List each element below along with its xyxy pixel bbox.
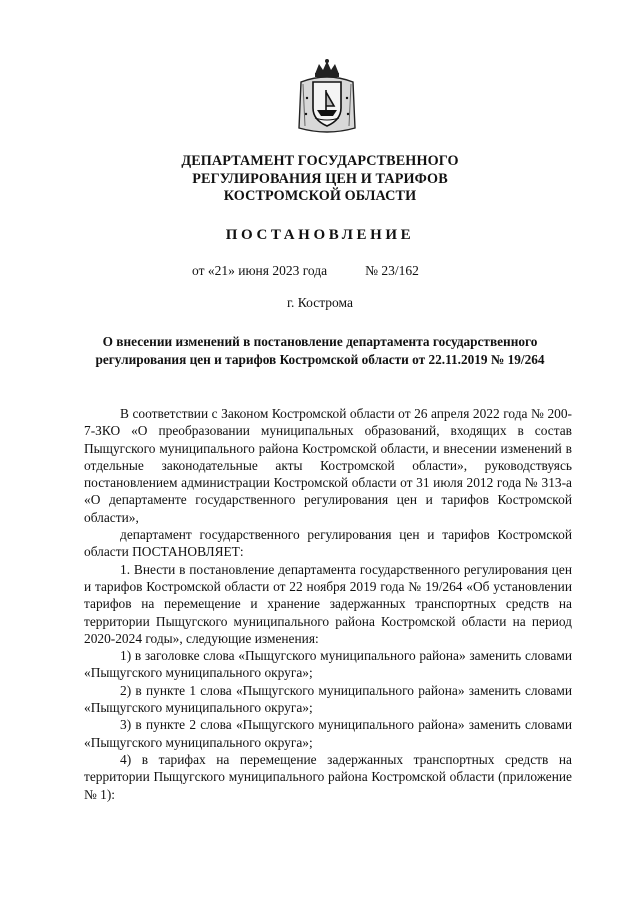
document-subject: [0, 333, 640, 369]
paragraph-subitem-2: 2) в пункте 1 слова «Пыщугского муниципального района» заменить словами «Пыщугского муниципального округа»;: [84, 682, 572, 716]
document-date: от «21» июня 2023 года: [192, 263, 328, 278]
subject-line: регулирования цен и тарифов Костромской области от 22.11.2019 № 19/264: [95, 352, 545, 367]
paragraph-resolves: департамент государственного регулирования цен и тарифов Костромской области ПОСТАНОВЛЯЕТ:: [84, 527, 572, 560]
document-body: [84, 405, 572, 803]
paragraph-preamble: В соответствии с Законом Костромской области от 26 апреля 2022 года № 200-7-ЗКО «О преобразовании муниципальных образований, входящих в состав Пыщугского муниципального района Костромской области, и внесении изменений в отдельные законодательные акты Костромской области», руководствуясь постановлением администрации Костромской области от 31 июля 2012 года № 313-а «О департаменте государственного регулирования цен и тарифов Костромской области»,: [84, 406, 572, 525]
department-line: КОСТРОМСКОЙ ОБЛАСТИ: [223, 188, 417, 204]
paragraph-subitem-1: 1) в заголовке слова «Пыщугского муниципального района» заменить словами «Пыщугского муниципального округа»;: [84, 648, 572, 681]
department-name: [0, 153, 640, 206]
paragraph-item-1: 1. Внести в постановление департамента государственного регулирования цен и тарифов Костромской области от 22 ноября 2019 года № 19/264 «Об установлении тарифов на перемещение и хранение задержанных транспортных средств на территории Пыщугского муниципального района Костромской области на период 2020-2024 годы», следующие изменения:: [84, 561, 572, 646]
kostroma-coat-of-arms-icon: [295, 58, 359, 136]
document-number: № 23/162: [365, 263, 419, 278]
document-city: г. Кострома: [287, 295, 353, 310]
paragraph-subitem-3: 3) в пункте 2 слова «Пыщугского муниципального района» заменить словами «Пыщугского муниципального округа»;: [84, 717, 572, 750]
department-line: РЕГУЛИРОВАНИЯ ЦЕН И ТАРИФОВ: [192, 170, 448, 187]
document-type: ПОСТАНОВЛЕНИЕ: [225, 227, 415, 243]
department-line: ДЕПАРТАМЕНТ ГОСУДАРСТВЕННОГО: [181, 153, 459, 169]
subject-line: О внесении изменений в постановление департамента государственного: [102, 334, 538, 349]
date-number-line: [192, 263, 419, 279]
paragraph-subitem-4: 4) в тарифах на перемещение задержанных транспортных средств на территории Пыщугского муниципального района Костромской области (приложение № 1):: [84, 751, 572, 802]
